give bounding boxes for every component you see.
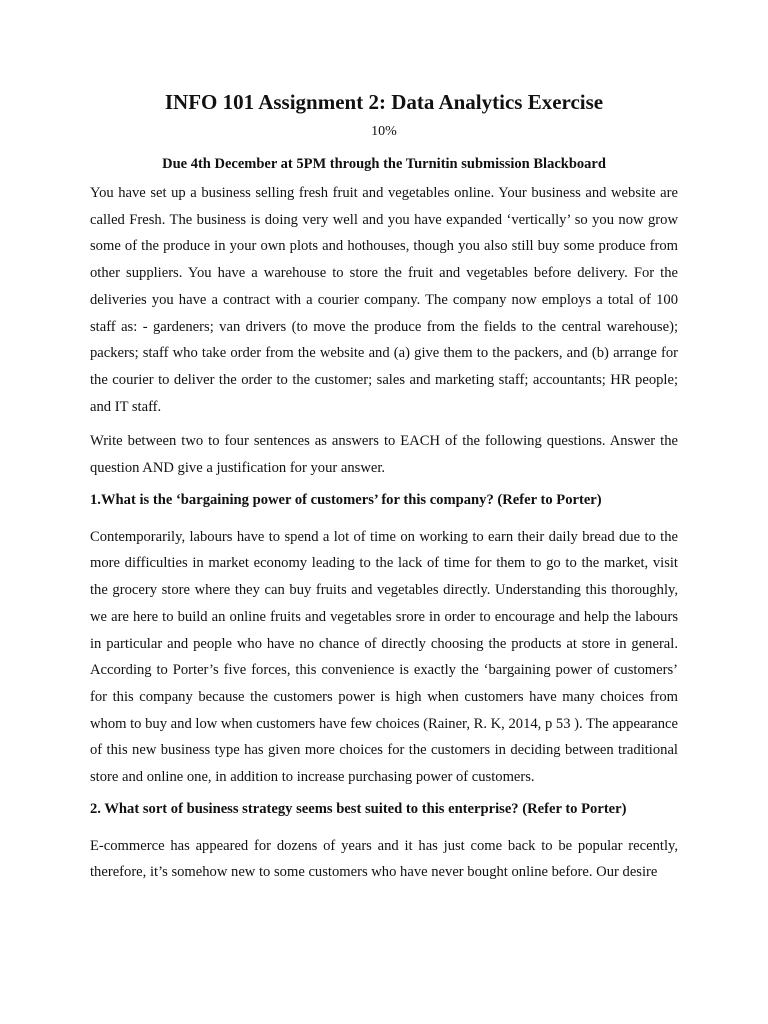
question-2-heading: 2. What sort of business strategy seems best suited to this enterprise? (Refer to Porter)	[90, 800, 627, 817]
intro-paragraph: You have set up a business selling fresh fruit and vegetables online. Your business and website are called Fresh. The business is doing very well and you have expanded ‘vertically’ so you now grow some of the produce in your own plots and hothouses, though you also still buy some produce from other suppliers. You have a warehouse to store the fruit and vegetables before delivery. For the deliveries you have a contract with a courier company. The company now employs a total of 100 staff as: - gardeners; van drivers (to move the produce from the fields to the central warehouse); packers; staff who take order from the website and (a) give them to the packers, and (b) arrange for the courier to deliver the order to the customer; sales and marketing staff; accountants; HR people; and IT staff.	[90, 185, 678, 415]
question-1-answer: Contemporarily, labours have to spend a lot of time on working to earn their daily bread due to the more difficulties in market economy leading to the lack of time for them to go to the market, visit the grocery store where they can buy fruits and vegetables directly. Understanding this thoroughly, we are here to build an online fruits and vegetables srore in order to encourage and help the labours in particular and people who have no chance of directly choosing the products at store in general. According to Porter’s five forces, this convenience is exactly the ‘bargaining power of customers’ for this company because the customers power is high when customers have many choices from whom to buy and low when customers have few choices (Rainer, R. K, 2014, p 53 ). The appearance of this new business type has given more choices for the customers in deciding between traditional store and online one, in addition to increase purchasing power of customers.	[90, 528, 678, 786]
document-title: INFO 101 Assignment 2: Data Analytics Exercise	[164, 90, 604, 114]
document-page	[90, 88, 678, 886]
question-1-heading: 1.What is the ‘bargaining power of customers’ for this company? (Refer to Porter)	[90, 491, 602, 508]
due-date-line: Due 4th December at 5PM through the Turnitin submission Blackboard	[162, 156, 606, 172]
instructions-paragraph: Write between two to four sentences as answers to EACH of the following questions. Answer the question AND give a justification for your answer.	[90, 433, 678, 477]
question-2-answer: E-commerce has appeared for dozens of years and it has just come back to be popular recently, therefore, it’s somehow new to some customers who have never bought online before. Our desire	[90, 837, 678, 881]
assignment-weight: 10%	[371, 124, 397, 139]
